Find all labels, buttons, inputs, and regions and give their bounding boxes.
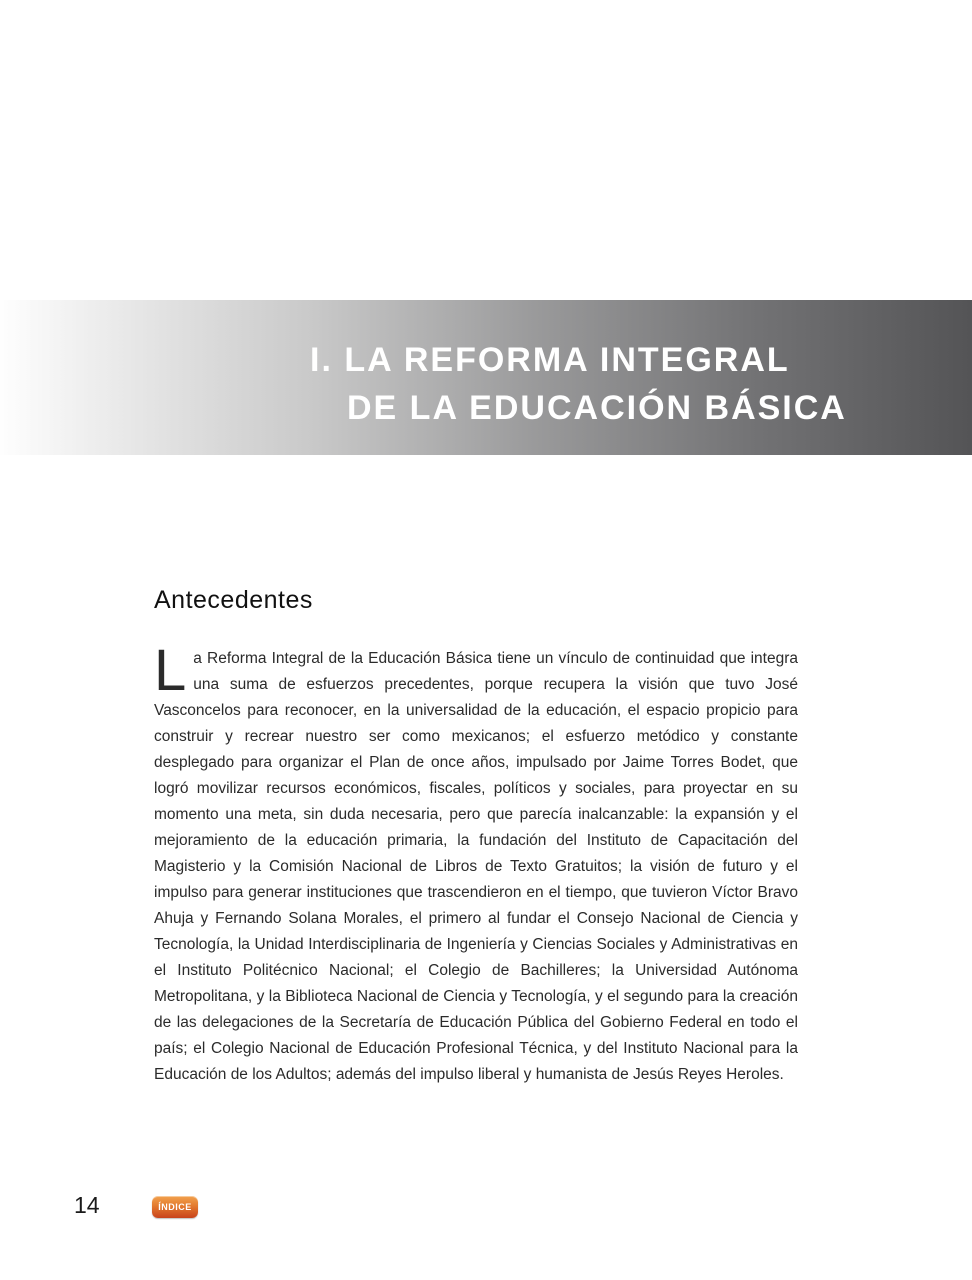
chapter-title	[310, 336, 847, 432]
chapter-title-line2: DE LA EDUCACIÓN BÁSICA	[347, 389, 847, 427]
indice-button[interactable]: ÍNDICE	[152, 1196, 198, 1218]
section-heading: Antecedentes	[154, 586, 313, 614]
chapter-title-line1: I. LA REFORMA INTEGRAL	[310, 341, 790, 379]
body-paragraph-text: a Reforma Integral de la Educación Básica tiene un vínculo de continuidad que integra una suma de esfuerzos precedentes, porque recupera la visión que tuvo José Vasconcelos para reconocer, en la universalidad de la educación, el espacio propicio para construir y recrear nuestro ser como mexicanos; el esfuerzo metódico y constante desplegado para organizar el Plan de once años, impulsado por Jaime Torres Bodet, que logró movilizar recursos económicos, fiscales, políticos y sociales, para proyectar en su momento una meta, sin duda necesaria, pero que parecía inalcanzable: la expansión y el mejoramiento de la educación primaria, la fundación del Instituto de Capacitación del Magisterio y la Comisión Nacional de Libros de Texto Gratuitos; la visión de futuro y el impulso para generar instituciones que trascendieron en el tiempo, que tuvieron Víctor Bravo Ahuja y Fernando Solana Morales, el primero al fundar el Consejo Nacional de Ciencia y Tecnología, la Unidad Interdisciplinaria de Ingeniería y Ciencias Sociales y Administrativas en el Instituto Politécnico Nacional; el Colegio de Bachilleres; la Universidad Autónoma Metropolitana, y la Biblioteca Nacional de Ciencia y Tecnología, y el segundo para la creación de las delegaciones de la Secretaría de Educación Pública del Gobierno Federal en todo el país; el Colegio Nacional de Educación Profesional Técnica, y del Instituto Nacional para la Educación de los Adultos; además del impulso liberal y humanista de Jesús Reyes Heroles.	[154, 650, 798, 1083]
chapter-banner	[0, 300, 972, 455]
dropcap-letter: L	[154, 638, 187, 703]
page-number: 14	[74, 1192, 100, 1218]
body-paragraph	[154, 638, 798, 1088]
